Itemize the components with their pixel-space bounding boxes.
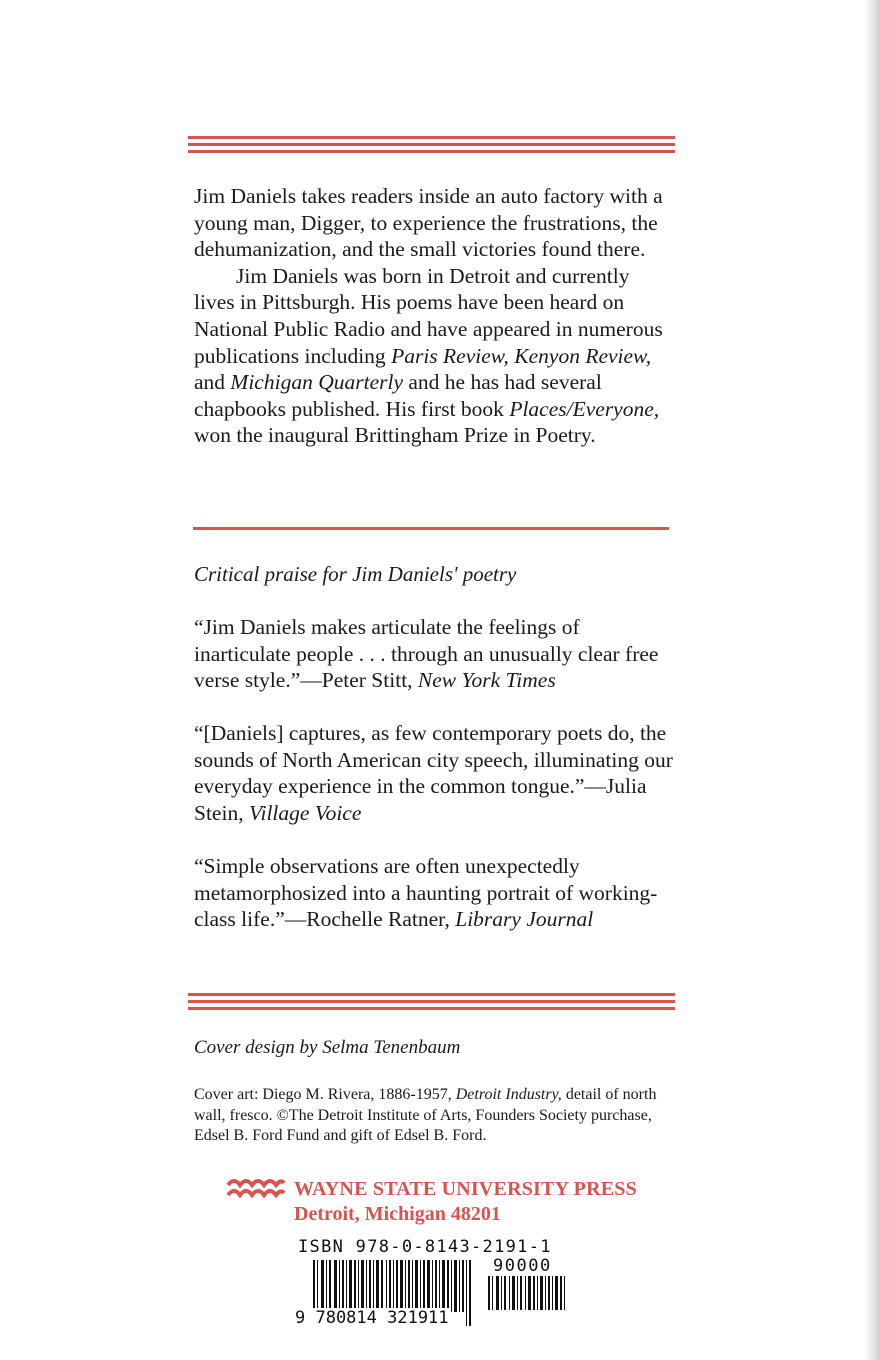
praise-heading: Critical praise for Jim Daniels' poetry: [194, 562, 517, 586]
addon-barcode: [488, 1276, 566, 1310]
description-paragraph-1: Jim Daniels takes readers inside an auto factory with a young man, Digger, to experience the frustrations, the dehumanization, and the small victories found there.: [194, 184, 663, 262]
praise-quote-3: “Simple observations are often unexpectedly metamorphosized into a haunting portrait of working-class life.”—Rochelle Ratner, Library Journal: [194, 854, 658, 932]
barcode-digits: 9 780814 321911: [295, 1308, 449, 1328]
cover-design-credit: Cover design by Selma Tenenbaum: [194, 1037, 461, 1058]
section-divider: [193, 527, 669, 530]
page-edge-shadow: [864, 0, 880, 1360]
top-triple-rule: [188, 136, 675, 157]
book-description: [194, 183, 674, 449]
publisher-name: WAYNE STATE UNIVERSITY PRESS: [294, 1178, 637, 1200]
author-bio-paragraph: Jim Daniels was born in Detroit and currently lives in Pittsburgh. His poems have been heard on National Public Radio and have appeared in numerous publications including Paris Review, Kenyon Review, and Michigan Quarterly and he has had several chapbooks published. His first book Places/Everyone, won the inaugural Brittingham Prize in Poetry.: [194, 263, 663, 448]
cover-art-credit: Cover art: Diego M. Rivera, 1886-1957, Detroit Industry, detail of north wall, fresco. ©The Detroit Institute of Arts, Founders Society purchase, Edsel B. Ford Fund and gift of Edsel B. Ford.: [194, 1086, 657, 1144]
praise-quote-2: “[Daniels] captures, as few contemporary poets do, the sounds of North American city speech, illuminating our everyday experience in the common tongue.”—Julia Stein, Village Voice: [194, 721, 673, 825]
bottom-triple-rule: [188, 993, 675, 1014]
publisher-city: Detroit, Michigan 48201: [294, 1203, 501, 1225]
isbn-label: ISBN 978-0-8143-2191-1: [298, 1237, 552, 1257]
publisher-logo-icon: [226, 1177, 286, 1201]
barcode-addon-digits: 90000: [493, 1256, 552, 1276]
praise-quote-1: “Jim Daniels makes articulate the feelings of inarticulate people . . . through an unusually clear free verse style.”—Peter Stitt, New York Times: [194, 615, 659, 693]
